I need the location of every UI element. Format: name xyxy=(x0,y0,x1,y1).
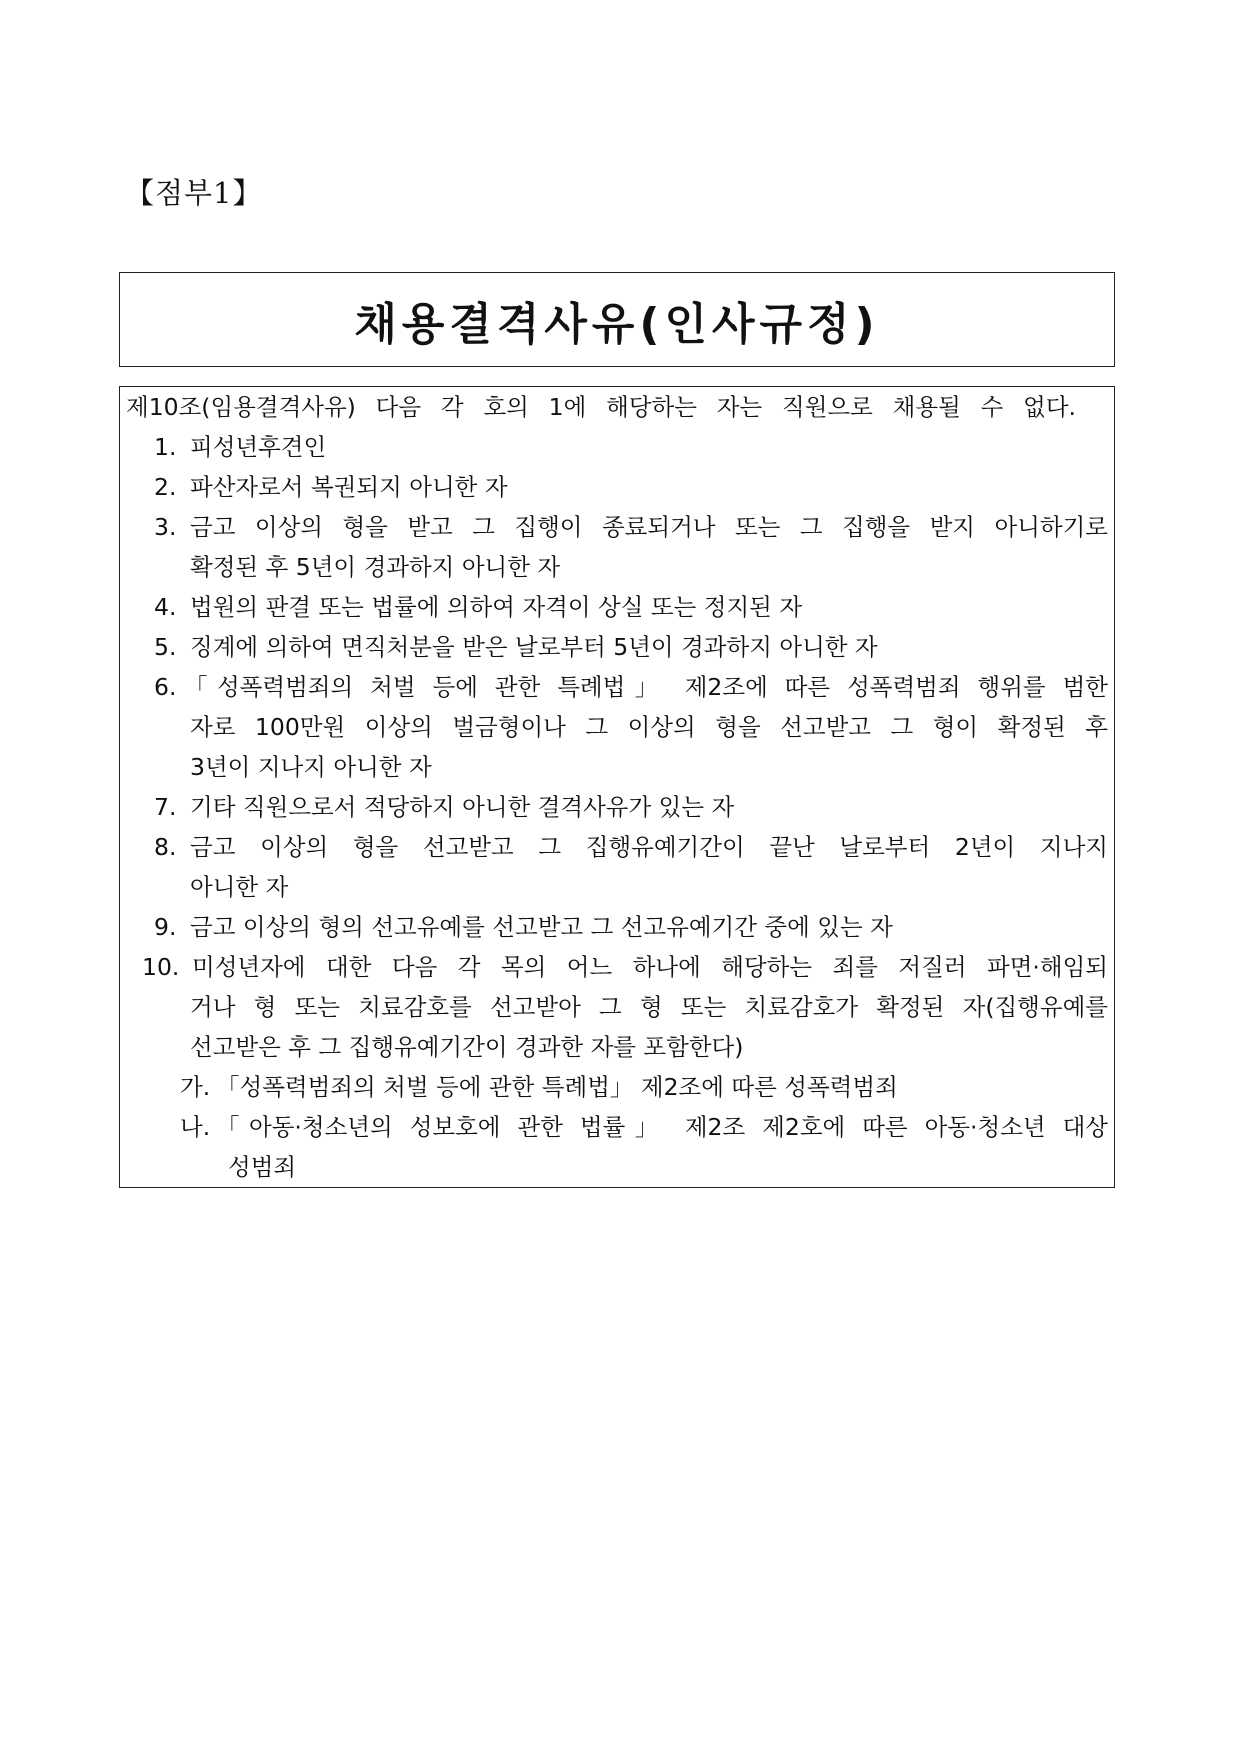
subitem-marker: 나. xyxy=(180,1113,211,1141)
item-number: 9. xyxy=(154,913,177,941)
article-intro: 제10조(임용결격사유) 다음 각 호의 1에 해당하는 자는 직원으로 채용될 수 없다. xyxy=(126,393,1076,421)
item-text: 금고 이상의 형의 선고유예를 선고받고 그 선고유예기간 중에 있는 자 xyxy=(190,913,893,941)
item-text: 금고 이상의 형을 받고 그 집행이 종료되거나 또는 그 집행을 받지 아니하기로 xyxy=(190,513,1108,541)
item-number: 4. xyxy=(154,593,177,621)
item-text-continued: 확정된 후 5년이 경과하지 아니한 자 xyxy=(190,553,561,581)
item-text: 법원의 판결 또는 법률에 의하여 자격이 상실 또는 정지된 자 xyxy=(190,593,803,621)
item-text: 파산자로서 복권되지 아니한 자 xyxy=(190,473,508,501)
regulation-content-box xyxy=(119,386,1115,1188)
item-number: 10. xyxy=(142,953,180,981)
subitem-text-continued: 성범죄 xyxy=(228,1153,297,1181)
item-text: 금고 이상의 형을 선고받고 그 집행유예기간이 끝난 날로부터 2년이 지나지 xyxy=(190,833,1108,861)
item-number: 3. xyxy=(154,513,177,541)
subitem-text: 「성폭력범죄의 처벌 등에 관한 특례법」 제2조에 따른 성폭력범죄 xyxy=(216,1073,898,1101)
item-number: 6. xyxy=(154,673,177,701)
item-number: 8. xyxy=(154,833,177,861)
item-text-continued: 아니한 자 xyxy=(190,873,289,901)
attachment-label: 【점부1】 xyxy=(125,176,263,210)
item-number: 2. xyxy=(154,473,177,501)
item-text: 징계에 의하여 면직처분을 받은 날로부터 5년이 경과하지 아니한 자 xyxy=(190,633,878,661)
document-title: 채용결격사유(인사규정) xyxy=(354,298,880,350)
item-text: 기타 직원으로서 적당하지 아니한 결격사유가 있는 자 xyxy=(190,793,735,821)
subitem-marker: 가. xyxy=(180,1073,211,1101)
item-text-continued: 거나 형 또는 치료감호를 선고받아 그 형 또는 치료감호가 확정된 자(집행유예를 xyxy=(190,993,1108,1021)
item-text-continued: 3년이 지나지 아니한 자 xyxy=(190,753,432,781)
item-text-continued: 선고받은 후 그 집행유예기간이 경과한 자를 포함한다) xyxy=(190,1033,744,1061)
item-number: 7. xyxy=(154,793,177,821)
title-box xyxy=(119,272,1115,367)
item-number: 1. xyxy=(154,433,177,461)
item-text: 「성폭력범죄의 처벌 등에 관한 특례법」 제2조에 따른 성폭력범죄 행위를 범한 xyxy=(184,673,1108,701)
item-text: 피성년후견인 xyxy=(190,433,327,461)
item-text: 미성년자에 대한 다음 각 목의 어느 하나에 해당하는 죄를 저질러 파면·해임되 xyxy=(192,953,1108,981)
item-number: 5. xyxy=(154,633,177,661)
item-text-continued: 자로 100만원 이상의 벌금형이나 그 이상의 형을 선고받고 그 형이 확정된 후 xyxy=(190,713,1108,741)
subitem-text: 「아동·청소년의 성보호에 관한 법률」 제2조 제2호에 따른 아동·청소년 대상 xyxy=(216,1113,1108,1141)
